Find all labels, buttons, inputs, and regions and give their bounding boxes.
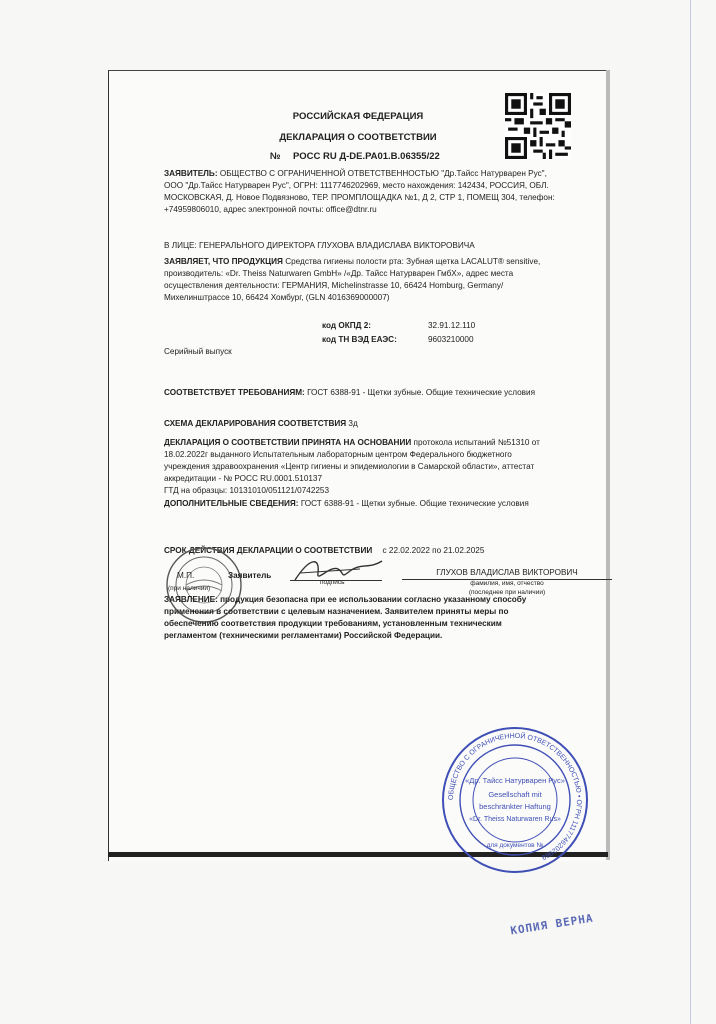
conformity-label: СООТВЕТСТВУЕТ ТРЕБОВАНИЯМ:	[164, 388, 305, 397]
qr-code-icon	[505, 93, 571, 159]
product-block	[164, 256, 540, 268]
basis-text: 18.02.2022г выданного Испытательным лабораторным центром Федерального бюджетного	[164, 450, 512, 459]
certified-copy-mark: КОПИЯ ВЕРНА	[509, 911, 595, 938]
sheet-edge-shadow	[606, 70, 610, 860]
statement-line	[164, 594, 526, 606]
tnved-value: 9603210000	[428, 335, 474, 344]
applicant-block	[164, 168, 547, 180]
statement-text: регламентом (техническими регламентами) Российской Федерации.	[164, 631, 443, 640]
signatory-name: ГЛУХОВ ВЛАДИСЛАВ ВИКТОРОВИЧ	[436, 568, 578, 577]
tnved-label: код ТН ВЭД ЕАЭС:	[322, 335, 397, 344]
applicant-sign-label: Заявитель	[228, 571, 272, 580]
basis-text: протокола испытаний №51310 от	[413, 438, 540, 447]
statement-label: ЗАЯВЛЕНИЕ:	[164, 595, 218, 604]
stamp-outer-text: ОБЩЕСТВО С ОГРАНИЧЕННОЙ ОТВЕТСТВЕННОСТЬЮ • ОГРН 1117746202969	[447, 732, 583, 861]
applicant-line: МОСКОВСКАЯ, Д. Новое Подвязново, ТЕР. ПРОМПЛОЩАДКА №1, Д 2, СТР 1, ПОМЕЩ 304, телефон:	[164, 193, 555, 202]
conformity-line	[164, 387, 535, 399]
scheme-label: СХЕМА ДЕКЛАРИРОВАНИЯ СООТВЕТСТВИЯ	[164, 419, 347, 428]
scheme-value: 3д	[348, 419, 358, 428]
basis-line	[164, 437, 540, 449]
product-line: Михелинштрассе 10, 66424 Хомбург, (GLN 4016369000007)	[164, 293, 390, 302]
applicant-label: ЗАЯВИТЕЛЬ:	[164, 169, 218, 178]
basis-text: учреждения здравоохранения «Центр гигиены и эпидемиологии в Самарской области», аттестат	[164, 462, 535, 471]
page-edge-line	[690, 0, 691, 1024]
stamp-inner-text: Gesellschaft mit	[488, 790, 542, 799]
country-heading: РОССИЙСКАЯ ФЕДЕРАЦИЯ	[292, 111, 424, 122]
validity-dates: с 22.02.2022 по 21.02.2025	[382, 546, 485, 555]
product-line: производитель: «Dr. Theiss Naturwaren GmbH» /«Др. Тайсс Натурварен ГмбХ», адрес места	[164, 269, 514, 278]
additional-label: ДОПОЛНИТЕЛЬНЫЕ СВЕДЕНИЯ:	[164, 499, 299, 508]
statement-text: продукция безопасна при ее использовании согласно указанному способу	[220, 595, 527, 604]
stamp-inner-text: «Др. Тайсс Натурварен Рус»	[465, 776, 565, 785]
stamp-inner-text: «Dr. Theiss Naturwaren Rus»	[469, 816, 561, 823]
declaration-number-prefix: №	[270, 151, 281, 162]
additional-text: ГОСТ 6388-91 - Щетки зубные. Общие технические условия	[300, 499, 529, 508]
stamp-inner-text: beschränkter Haftung	[479, 802, 551, 811]
scheme-line	[164, 418, 358, 430]
applicant-line: +74959806010, адрес электронной почты: office@dtnr.ru	[164, 205, 377, 214]
name-caption-2: (последнее при наличии)	[468, 589, 546, 596]
stamp-bottom-text: для документов №	[486, 842, 544, 849]
product-line: Средства гигиены полости рта: Зубная щетка LACALUT® sensitive,	[285, 257, 541, 266]
okpd-label: код ОКПД 2:	[322, 321, 371, 330]
product-label: ЗАЯВЛЯЕТ, ЧТО ПРОДУКЦИЯ	[164, 257, 283, 266]
statement-text: обеспечению соответствия продукции требованиям, установленным техническим	[164, 619, 502, 628]
applicant-line: ОБЩЕСТВО С ОГРАНИЧЕННОЙ ОТВЕТСТВЕННОСТЬЮ "Др.Тайсс Натурварен Рус",	[219, 169, 547, 178]
conformity-text: ГОСТ 6388-91 - Щетки зубные. Общие технические условия	[307, 388, 536, 397]
declaration-number: РОСС RU Д-DE.РА01.В.06355/22	[293, 151, 440, 162]
additional-info	[164, 498, 529, 510]
customs-declaration: ГТД на образцы: 10131010/051121/0742253	[164, 486, 330, 495]
seal-caption: (при наличии)	[168, 585, 211, 592]
name-caption: фамилия, имя, отчество	[470, 580, 544, 587]
seal-place-label: М.П.	[177, 571, 195, 580]
signature-caption: подпись	[320, 579, 345, 586]
serial-production: Серийный выпуск	[164, 347, 232, 356]
applicant-line: ООО "Др.Тайсс Натурварен Рус", ОГРН: 1117746202969, место нахождения: 142434, РОССИЯ, ОБЛ.	[164, 181, 549, 190]
basis-label: ДЕКЛАРАЦИЯ О СООТВЕТСТВИИ ПРИНЯТА НА ОСНОВАНИИ	[164, 438, 412, 447]
representative: В ЛИЦЕ: ГЕНЕРАЛЬНОГО ДИРЕКТОРА ГЛУХОВА ВЛАДИСЛАВА ВИКТОРОВИЧА	[164, 241, 475, 250]
product-line: осуществления деятельности: ГЕРМАНИЯ, Michelinstrasse 10, 66424 Homburg, Germany/	[164, 281, 504, 290]
document-title: ДЕКЛАРАЦИЯ О СООТВЕТСТВИИ	[279, 132, 437, 143]
validity-label: СРОК ДЕЙСТВИЯ ДЕКЛАРАЦИИ О СООТВЕТСТВИИ	[164, 546, 373, 555]
basis-text: аккредитации - № РОСС RU.0001.510137	[164, 474, 323, 483]
company-seal-stamp	[440, 725, 590, 875]
okpd-value: 32.91.12.110	[428, 321, 476, 330]
statement-text: применения в соответствии с целевым назначением. Заявителем приняты меры по	[164, 607, 509, 616]
